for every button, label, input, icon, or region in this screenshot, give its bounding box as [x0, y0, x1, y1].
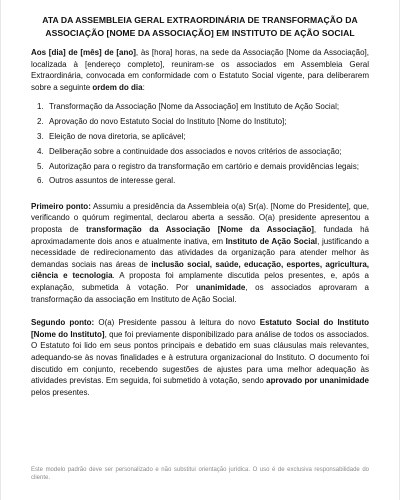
first-point-text: , justificando a necessidade de redirecionamento das atividades da organização para atender melhor às demandas sociais nas áreas de: [31, 236, 370, 269]
first-point-text: , os associados aprovaram a transformação da associação em Instituto de Ação Social.: [31, 283, 369, 304]
agenda-item-text: Deliberação sobre a continuidade dos associados e novos critérios de associação;: [49, 146, 342, 156]
agenda-item-number: 3.: [37, 131, 44, 141]
agenda-item: [37, 131, 369, 143]
second-point-text: O(a) Presidente passou à leitura do novo: [94, 318, 260, 328]
second-point-text: , que foi previamente disponibilizado para análise de todos os associados. O Estatuto foi lido em seus pontos principais e debatido em suas cláusulas mais relevantes, adequando-se às novas finalidades e à estrutura organizacional do Instituto. O documento foi discutido em conjunto, recebendo sugestões de ajustes para uma melhor adequação às atividades previstas. Em seguida, foi submetido à votação, sendo: [31, 329, 369, 386]
agenda-item-number: 5.: [37, 161, 44, 171]
second-point-text: pelos presentes.: [31, 387, 90, 397]
intro-agenda-label: ordem do dia: [92, 82, 143, 92]
agenda-item-number: 2.: [37, 117, 44, 127]
first-point-label: Primeiro ponto:: [31, 201, 91, 211]
intro-paragraph: [31, 47, 369, 93]
agenda-item-number: 1.: [37, 102, 44, 112]
disclaimer-footnote: Este modelo padrão deve ser personalizado e não substitui orientação jurídica. O uso é de exclusiva responsabilidade do cliente.: [31, 467, 369, 481]
first-point-emphasis: Instituto de Ação Social: [225, 236, 318, 246]
second-point-label: Segundo ponto:: [31, 318, 95, 328]
agenda-item: [37, 161, 369, 173]
agenda-item-number: 6.: [37, 176, 44, 186]
agenda-item-number: 4.: [37, 146, 44, 156]
document-title: ATA DA ASSEMBLEIA GERAL EXTRAORDINÁRIA DE TRANSFORMAÇÃO DA ASSOCIAÇÃO [NOME DA ASSOCIAÇÃO] EM INSTITUTO DE AÇÃO SOCIAL: [42, 15, 358, 38]
agenda-item-text: Eleição de nova diretoria, se aplicável;: [49, 131, 186, 141]
second-point-paragraph: [31, 317, 369, 398]
intro-date: Aos [dia] de [mês] de [ano]: [31, 48, 136, 57]
intro-text: , às [hora] horas, na sede da Associação [Nome da Associação], localizada à [endereço completo], reuniram-se os associados em Assembleia Geral Extraordinária, convocada em conformidade com o Estatuto Social vigente, para deliberarem sobre a seguinte: [31, 48, 369, 92]
second-point-emphasis: Estatuto Social do Instituto [Nome do Instituto]: [31, 318, 369, 339]
first-point-emphasis: unanimidade: [196, 283, 246, 293]
first-point-emphasis: inclusão social, saúde, educação, esportes, agricultura, ciência e tecnologia: [31, 259, 370, 281]
agenda-item-text: Transformação da Associação [Nome da Associação] em Instituto de Ação Social;: [49, 102, 340, 112]
second-point-emphasis: aprovado por unanimidade: [266, 376, 369, 386]
agenda-list: [31, 101, 369, 187]
agenda-item-text: Outros assuntos de interesse geral.: [49, 176, 176, 186]
first-point-text: , fundada há aproximadamente dois anos e atualmente inativa, em: [31, 225, 369, 246]
agenda-item: [37, 101, 369, 113]
first-point-emphasis: transformação da Associação [Nome da Associação]: [86, 225, 314, 235]
first-point-paragraph: [31, 201, 369, 305]
agenda-item: [37, 116, 369, 128]
agenda-item-text: Autorização para o registro da transformação em cartório e demais providências legais;: [49, 161, 359, 171]
agenda-item: [37, 175, 369, 187]
first-point-text: Assumiu a presidência da Assembleia o(a) Sr(a). [Nome do Presidente], que, verificando o quórum regimental, declarou aberta a sessão. O(a) presidente apresentou a proposta de: [31, 201, 369, 235]
first-point-text: . A proposta foi amplamente discutida pelos presentes, e, após a explanação, submetida à votação. Por: [31, 271, 370, 293]
agenda-item-text: Aprovação do novo Estatuto Social do Instituto [Nome do Instituto];: [49, 117, 287, 127]
intro-colon: :: [142, 82, 145, 92]
agenda-item: [37, 146, 369, 158]
